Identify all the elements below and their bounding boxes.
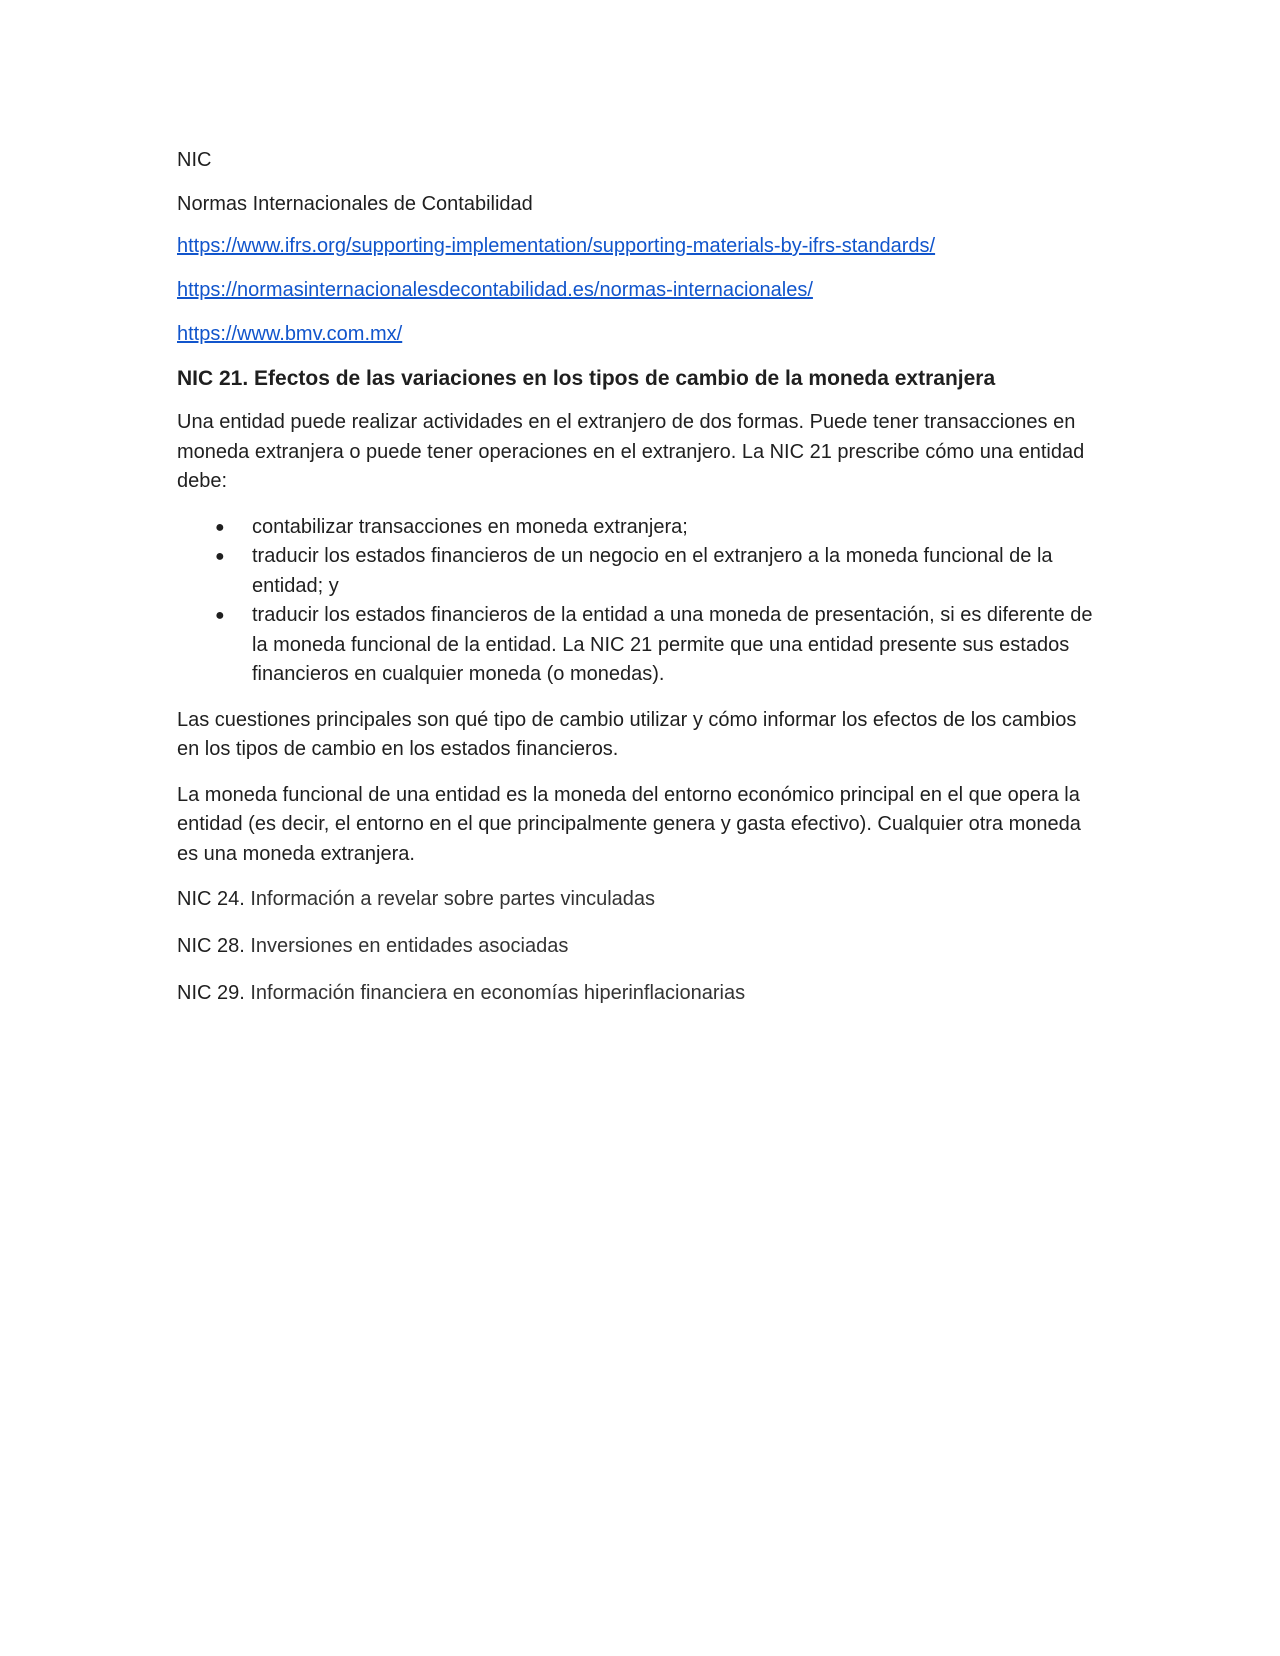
intro-paragraph: Una entidad puede realizar actividades en el extranjero de dos formas. Puede tener transacciones en moneda extranjera o puede tener operaciones en el extranjero. La NIC 21 prescribe cómo una entidad debe: [177, 411, 1085, 492]
document-title: NIC [177, 149, 212, 171]
list-item [177, 542, 1097, 601]
paragraph-functional-currency: La moneda funcional de una entidad es la moneda del entorno económico principal en el que opera la entidad (es decir, el entorno en el que principalmente genera y gasta efectivo). Cualquier otra moneda es una moneda extranjera. [177, 783, 1081, 865]
standard-name: Información financiera en economías hiperinflacionarias [250, 982, 746, 1004]
standard-name: Inversiones en entidades asociadas [250, 935, 569, 957]
link-bmv[interactable]: https://www.bmv.com.mx/ [177, 323, 403, 345]
standard-item-nic29 [177, 979, 1097, 1007]
link-ifrs[interactable]: https://www.ifrs.org/supporting-implementation/supporting-materials-by-ifrs-standards/ [177, 235, 936, 257]
section-heading-nic21: NIC 21. Efectos de las variaciones en los tipos de cambio de la moneda extranjera [177, 367, 996, 390]
standard-code: NIC 24. [177, 888, 245, 910]
standard-name: Información a revelar sobre partes vinculadas [250, 888, 656, 910]
standard-code: NIC 28. [177, 935, 245, 957]
standard-item-nic28 [177, 932, 1097, 960]
bullet-icon: ● [215, 607, 225, 624]
list-item [177, 601, 1097, 690]
list-item-text: traducir los estados financieros de la entidad a una moneda de presentación, si es diferente de la moneda funcional de la entidad. La NIC 21 permite que una entidad presente sus estados financieros en cualquier moneda (o monedas). [252, 604, 1093, 685]
link-normas-internacionales[interactable]: https://normasinternacionalesdecontabilidad.es/normas-internacionales/ [177, 279, 813, 301]
standard-item-nic24 [177, 885, 1097, 913]
bullet-icon: ● [215, 548, 225, 565]
bullet-icon: ● [215, 518, 225, 536]
list-item-text: traducir los estados financieros de un negocio en el extranjero a la moneda funcional de la entidad; y [252, 545, 1053, 597]
document-body [177, 146, 1097, 1026]
paragraph-main-issues: Las cuestiones principales son qué tipo de cambio utilizar y cómo informar los efectos de los cambios en los tipos de cambio en los estados financieros. [177, 708, 1077, 760]
list-item-text: contabilizar transacciones en moneda extranjera; [252, 515, 688, 538]
list-item [177, 513, 1097, 543]
document-subtitle: Normas Internacionales de Contabilidad [177, 193, 533, 215]
bullet-list [177, 513, 1097, 690]
standard-code: NIC 29. [177, 982, 245, 1004]
